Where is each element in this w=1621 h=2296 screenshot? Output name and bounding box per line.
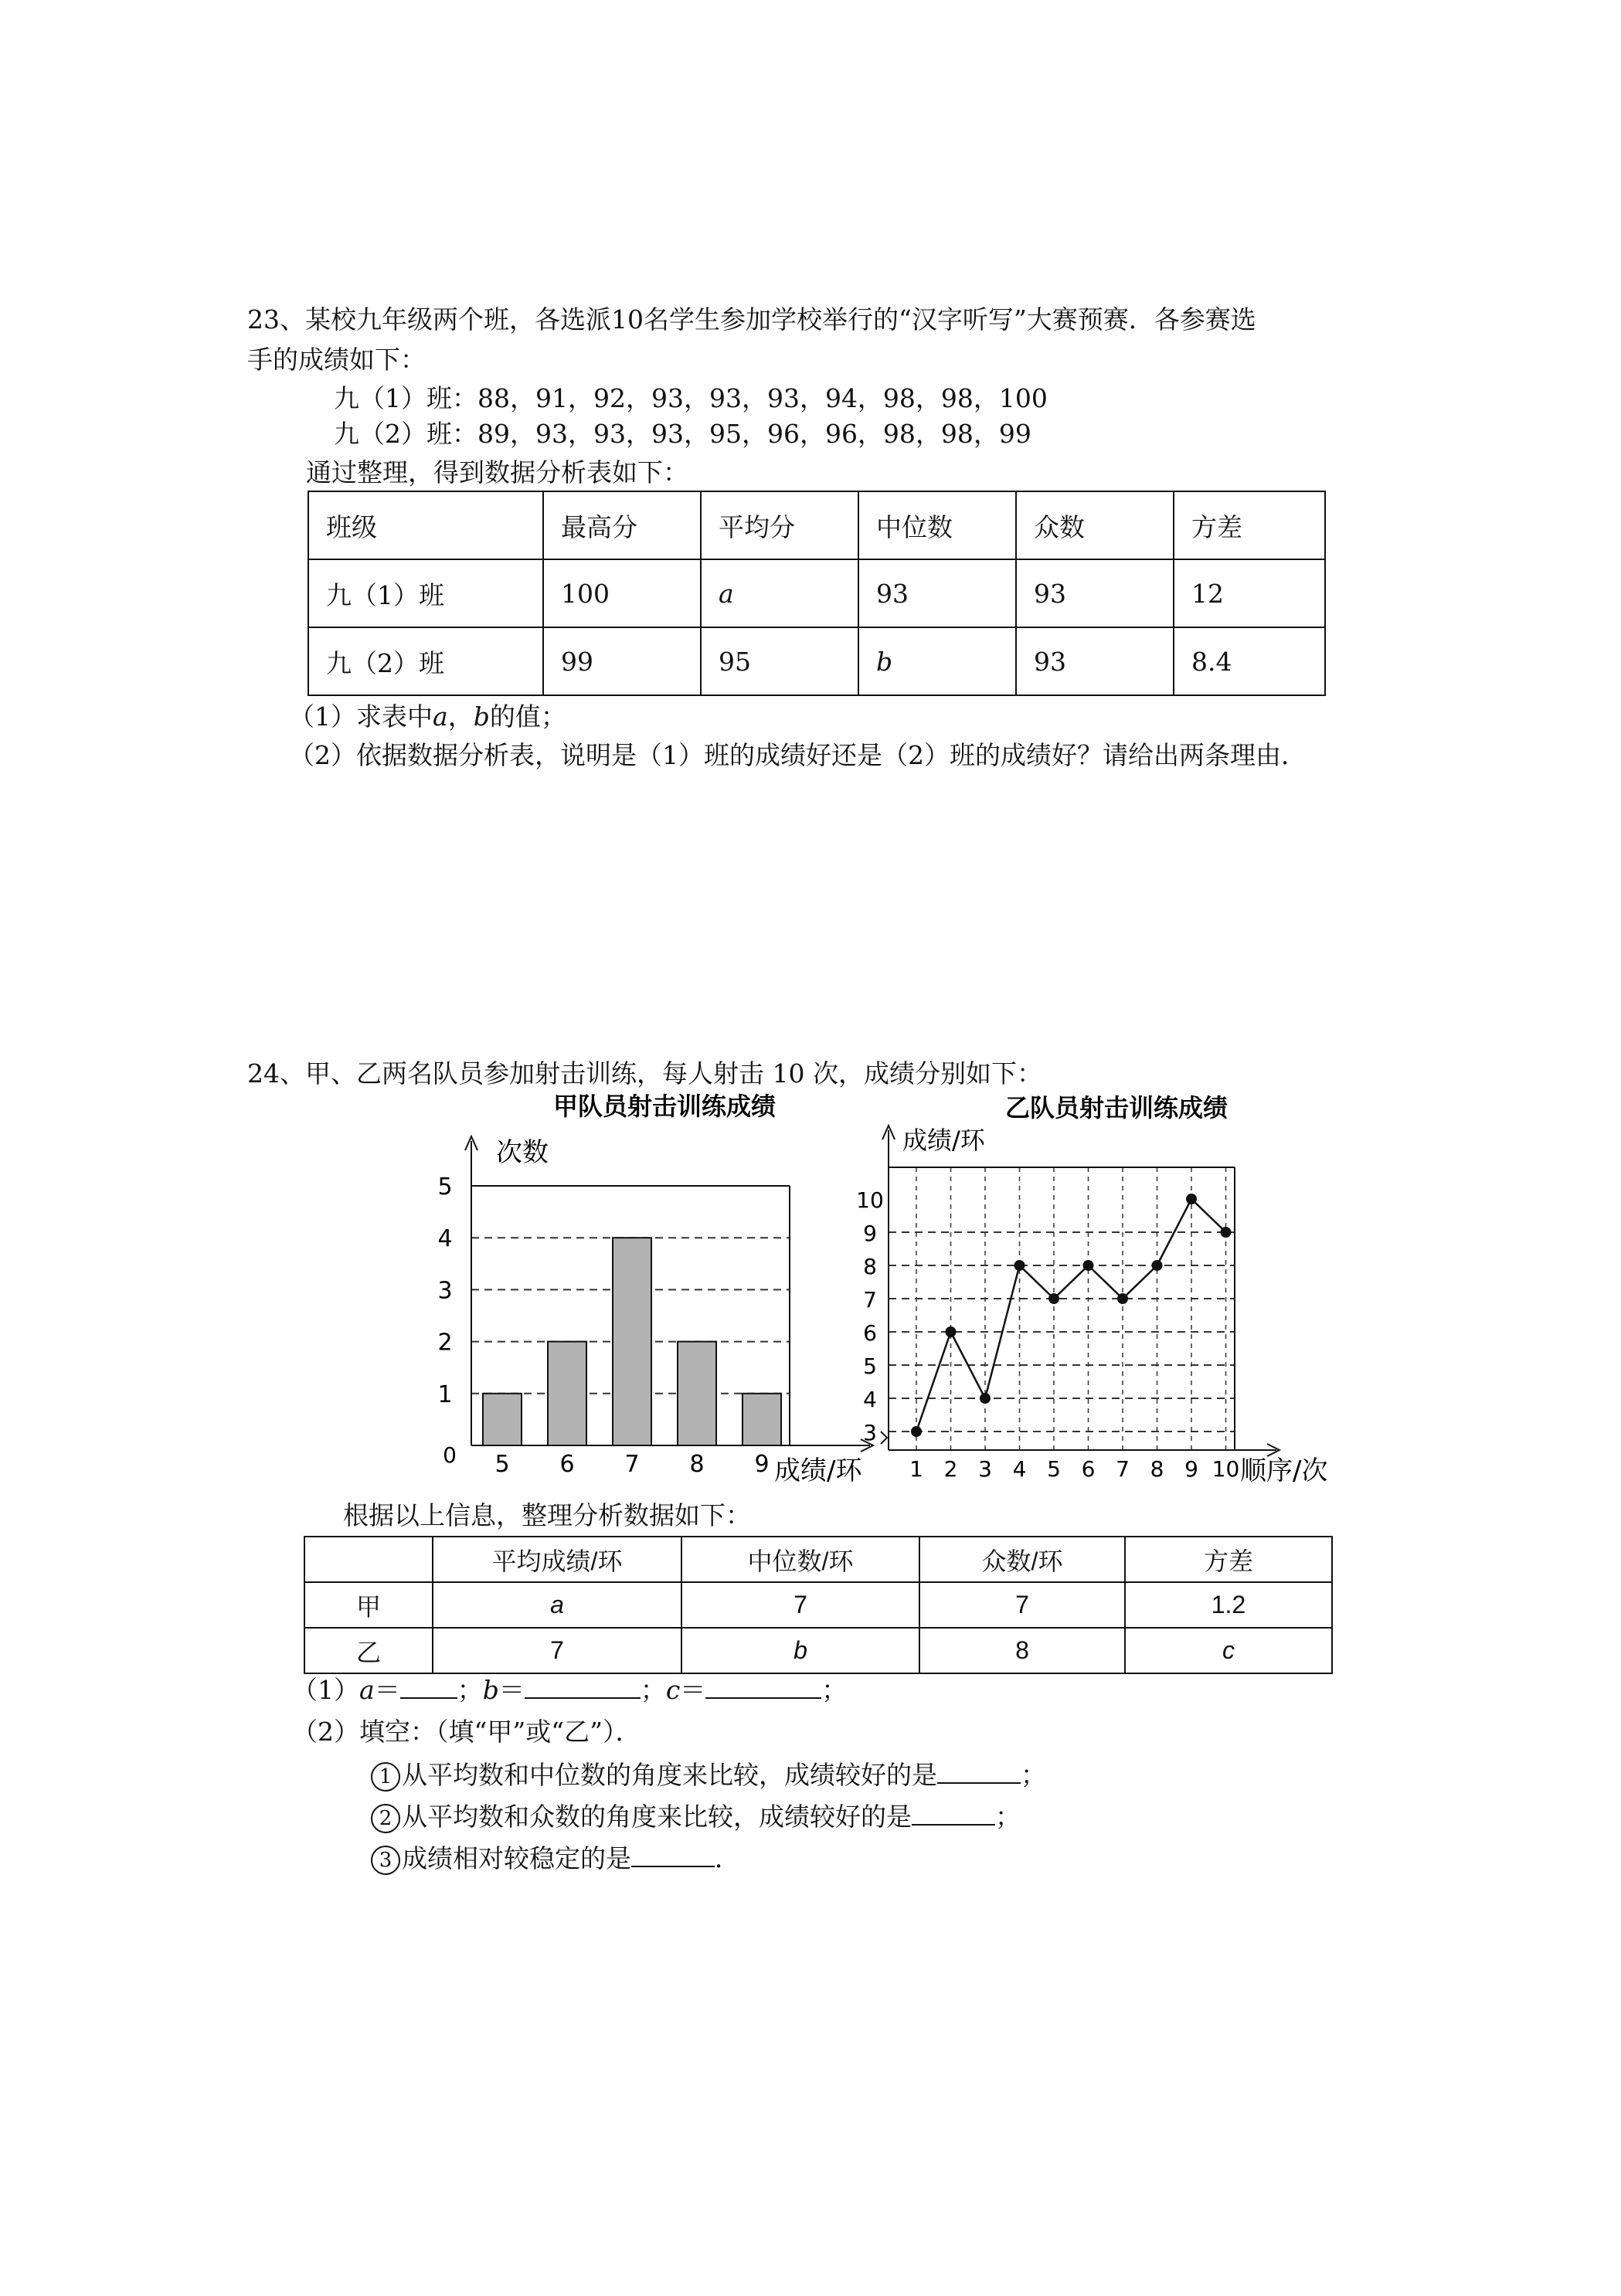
q23-line1: 23、某校九年级两个班，各选派10名学生参加学校举行的“汉字听写”大赛预赛．各参赛选	[247, 304, 1256, 335]
bar-chart-jia	[433, 1085, 896, 1495]
line-chart-ytick-label: 4	[863, 1387, 877, 1412]
q24-sub1-eq: ＝	[498, 1675, 525, 1705]
table-cell: 7	[681, 1582, 919, 1628]
line-chart-yi	[850, 1085, 1406, 1495]
q23-class2-scores: 九（2）班：89，93，93，93，95，96，96，98，98，99	[334, 419, 1031, 449]
q24-sub1-prefix: （1）	[292, 1675, 359, 1705]
bar-chart-xtick-label: 8	[689, 1451, 705, 1478]
answer-blank-b[interactable]	[525, 1674, 641, 1699]
table-cell: 93	[1016, 559, 1174, 627]
table-header-cell: 中位数	[858, 491, 1016, 559]
q23-sub1-prefix: （1）求表中	[289, 701, 433, 732]
line-chart-ytick-label: 10	[856, 1187, 884, 1213]
table-cell: 7	[433, 1628, 681, 1673]
bar-chart-origin-label: 0	[443, 1442, 457, 1468]
bar-chart-xtick-label: 7	[624, 1451, 640, 1478]
table-header-cell	[304, 1537, 433, 1582]
line-chart-xtick-label: 3	[978, 1456, 992, 1482]
line-chart-point	[1221, 1227, 1232, 1238]
circled-number-2: 2	[371, 1804, 400, 1833]
line-chart-xtick-label: 5	[1047, 1456, 1061, 1482]
q24-summary-intro: 根据以上信息，整理分析数据如下：	[343, 1500, 751, 1530]
table-cell: 1.2	[1125, 1582, 1332, 1628]
table-cell: b	[681, 1628, 919, 1673]
line-chart-xtick-label: 8	[1150, 1456, 1164, 1482]
table-header-cell: 方差	[1125, 1537, 1332, 1582]
circled-number-1: 1	[371, 1762, 400, 1792]
q24-sub1-var-b: b	[482, 1675, 499, 1705]
table-cell: a	[701, 559, 858, 627]
table-header-cell: 中位数/环	[681, 1537, 919, 1582]
q23-line2: 手的成绩如下：	[247, 345, 426, 375]
table-row	[308, 559, 1325, 627]
line-chart-xtick-label: 2	[943, 1456, 958, 1482]
line-chart-point	[1152, 1260, 1163, 1271]
bar-chart-ytick-label: 4	[437, 1225, 453, 1253]
q23-subquestion-2: （2）依据数据分析表，说明是（1）班的成绩好还是（2）班的成绩好？请给出两条理由．	[289, 740, 1307, 770]
q24-intro: 24、甲、乙两名队员参加射击训练，每人射击 10 次，成绩分别如下：	[247, 1058, 1042, 1089]
q24-subquestion-1	[292, 1673, 847, 1707]
table-cell: 93	[1016, 627, 1174, 695]
bar-chart-xlabel: 成绩/环	[774, 1455, 862, 1486]
line-chart-ylabel: 成绩/环	[902, 1126, 985, 1155]
q24-sub1-var-c: c	[665, 1675, 681, 1705]
line-chart-title: 乙队员射击训练成绩	[1004, 1093, 1228, 1123]
q24-item-2	[371, 1800, 1021, 1834]
line-chart-point	[1117, 1293, 1128, 1304]
q23-analysis-table	[308, 491, 1326, 696]
q23-sub1-sep: ，	[447, 701, 474, 732]
answer-blank-item-3[interactable]	[631, 1843, 715, 1867]
q23-table-intro: 通过整理，得到数据分析表如下：	[306, 457, 688, 487]
bar-chart-ylabel: 次数	[496, 1137, 549, 1168]
line-chart-xtick-label: 1	[909, 1456, 923, 1482]
bar-chart-bar	[678, 1342, 716, 1445]
table-cell: 九（1）班	[308, 559, 543, 627]
table-header-cell: 平均分	[701, 491, 858, 559]
q24-sub1-sep: ；	[457, 1675, 483, 1705]
line-chart-xtick-label: 10	[1212, 1456, 1240, 1482]
q24-item-2-text: 从平均数和众数的角度来比较，成绩较好的是	[402, 1802, 912, 1832]
table-header-cell: 最高分	[543, 491, 701, 559]
q24-item-1-text: 从平均数和中位数的角度来比较，成绩较好的是	[402, 1760, 937, 1790]
line-chart-ytick-label: 5	[863, 1353, 877, 1379]
table-header-row	[304, 1537, 1332, 1582]
q23-sub1-var-b: b	[473, 701, 490, 732]
bar-chart-ytick-label: 3	[437, 1277, 453, 1305]
bar-chart-bar	[548, 1342, 586, 1445]
line-chart-xtick-label: 6	[1081, 1456, 1096, 1482]
table-cell: 99	[543, 627, 701, 695]
table-header-cell: 众数	[1016, 491, 1174, 559]
q24-analysis-table	[304, 1536, 1333, 1674]
table-cell: c	[1125, 1628, 1332, 1673]
table-cell: 8.4	[1174, 627, 1325, 695]
table-header-cell: 班级	[308, 491, 543, 559]
line-chart-point	[1083, 1260, 1094, 1271]
q24-item-1-end: ；	[1021, 1760, 1046, 1790]
bar-chart-ytick-label: 2	[437, 1329, 453, 1357]
line-chart-point	[1014, 1260, 1025, 1271]
bar-chart-bar	[483, 1394, 522, 1445]
bar-chart-xtick-label: 9	[754, 1451, 770, 1478]
answer-blank-a[interactable]	[400, 1674, 457, 1699]
table-row	[304, 1628, 1332, 1673]
q24-sub1-var-a: a	[359, 1675, 375, 1705]
table-cell: 九（2）班	[308, 627, 543, 695]
q24-item-2-end: ；	[995, 1802, 1021, 1832]
line-chart-point	[911, 1426, 922, 1437]
table-row	[304, 1582, 1332, 1628]
line-chart-series-line	[916, 1199, 1226, 1432]
line-chart-xtick-label: 4	[1012, 1456, 1027, 1482]
line-chart-point	[1048, 1293, 1059, 1304]
q24-subquestion-2: （2）填空：（填“甲”或“乙”）．	[292, 1717, 641, 1747]
table-cell: 甲	[304, 1582, 433, 1628]
table-header-cell: 方差	[1174, 491, 1325, 559]
line-chart-ytick-label: 8	[863, 1254, 877, 1279]
table-cell: 95	[701, 627, 858, 695]
q23-subquestion-1	[289, 700, 566, 734]
q24-sub1-eq: ＝	[680, 1675, 706, 1705]
line-chart-xtick-label: 7	[1116, 1456, 1130, 1482]
q24-sub1-sep: ；	[821, 1675, 848, 1705]
bar-chart-ytick-label: 5	[437, 1173, 453, 1201]
table-cell: a	[433, 1582, 681, 1628]
table-cell: 8	[919, 1628, 1125, 1673]
table-header-cell: 众数/环	[919, 1537, 1125, 1582]
line-chart-ytick-label: 6	[863, 1320, 877, 1346]
q24-item-3-text: 成绩相对较稳定的是	[402, 1843, 631, 1873]
q23-class1-scores: 九（1）班：88，91，92，93，93，93，94，98，98，100	[334, 383, 1048, 413]
table-row	[308, 627, 1325, 695]
answer-blank-c[interactable]	[705, 1674, 821, 1699]
line-chart-ytick-label: 7	[863, 1287, 877, 1313]
q24-item-1	[371, 1758, 1046, 1792]
table-cell: 100	[543, 559, 701, 627]
line-chart-xtick-label: 9	[1184, 1456, 1198, 1482]
q24-item-3-end: ．	[715, 1843, 740, 1873]
table-cell: b	[858, 627, 1016, 695]
line-chart-point	[1186, 1194, 1197, 1204]
bar-chart-title: 甲队员射击训练成绩	[552, 1092, 777, 1121]
table-header-row	[308, 491, 1325, 559]
bar-chart-bar	[743, 1394, 781, 1445]
table-header-cell: 平均成绩/环	[433, 1537, 681, 1582]
q24-sub1-eq: ＝	[374, 1675, 400, 1705]
line-chart-point	[980, 1393, 991, 1404]
answer-blank-item-1[interactable]	[937, 1759, 1021, 1784]
table-cell: 7	[919, 1582, 1125, 1628]
bar-chart-bar	[613, 1238, 651, 1445]
q24-sub1-sep: ；	[640, 1675, 666, 1705]
line-chart-ytick-label: 3	[863, 1420, 877, 1445]
q23-sub1-suffix: 的值；	[489, 701, 566, 732]
circled-number-3: 3	[371, 1846, 400, 1875]
line-chart-point	[946, 1326, 957, 1337]
answer-blank-item-2[interactable]	[912, 1801, 995, 1826]
table-cell: 乙	[304, 1628, 433, 1673]
line-chart-axis-break-icon	[881, 1432, 887, 1444]
line-chart-xlabel: 顺序/次	[1240, 1455, 1328, 1486]
bar-chart-ytick-label: 1	[437, 1381, 453, 1408]
table-cell: 93	[858, 559, 1016, 627]
q23-sub1-var-a: a	[433, 701, 448, 732]
table-cell: 12	[1174, 559, 1325, 627]
bar-chart-xtick-label: 6	[559, 1451, 575, 1478]
line-chart-ytick-label: 9	[863, 1221, 877, 1246]
bar-chart-xtick-label: 5	[494, 1451, 510, 1478]
q24-item-3	[371, 1842, 740, 1876]
